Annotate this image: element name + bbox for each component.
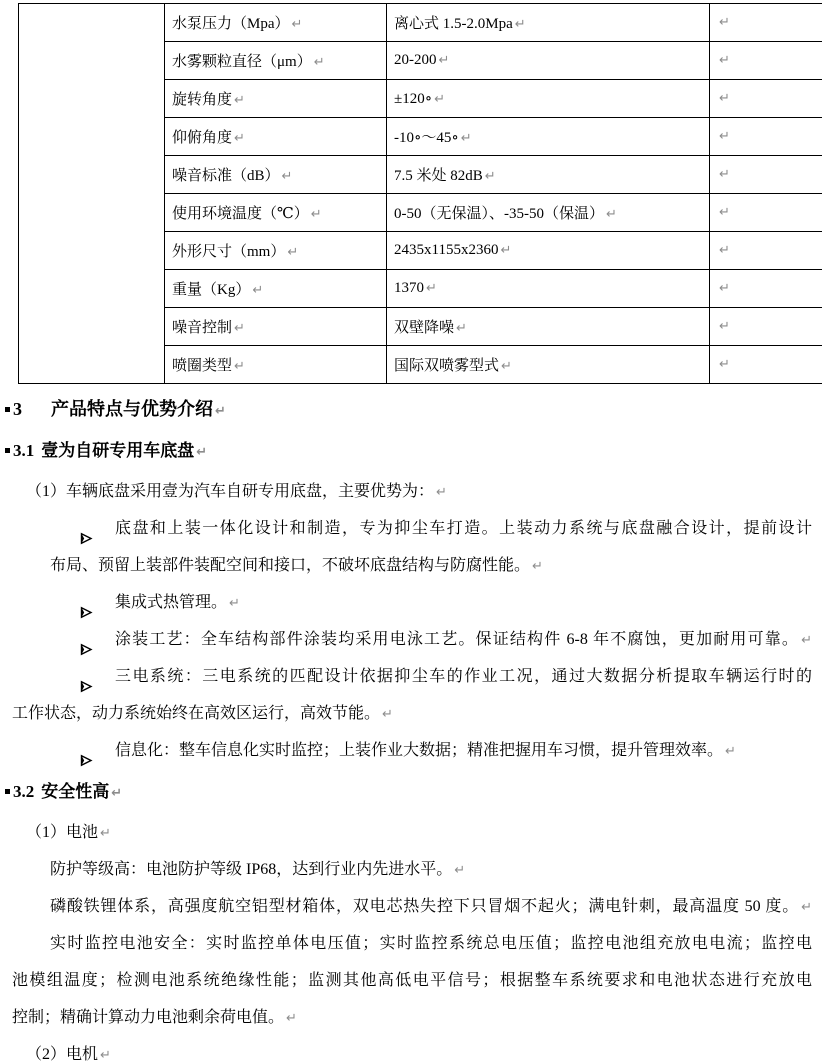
spec-empty-cell [710,42,822,80]
paragraph-mark-icon: ↵ [215,404,226,419]
spec-value-cell [387,4,710,42]
paragraph-text: （2）电机 [26,1046,99,1062]
paragraph-line [50,851,812,888]
paragraph-text: 防护等级高：电池防护等级 IP68，达到行业内先进水平。 [50,861,453,878]
paragraph-mark-icon: ↵ [460,131,472,146]
paragraph-text: 布局、预留上装部件装配空间和接口，不破坏底盘结构与防腐性能。 [50,557,531,574]
spec-label-cell [165,80,387,118]
paragraph-mark-icon: ↵ [438,53,450,68]
paragraph-mark-icon: ↵ [719,53,730,68]
spec-empty-cell [710,156,822,194]
spec-label: 噪音标准（dB） [172,168,280,184]
spec-label: 仰俯角度 [172,130,233,146]
paragraph-mark-icon: ↵ [111,786,123,801]
section-heading [5,391,812,428]
square-bullet-icon [5,448,10,453]
paragraph-mark-icon: ↵ [719,205,730,220]
spec-value: -10∘～45∘ [394,130,459,146]
paragraph-mark-icon: ↵ [436,485,447,500]
paragraph-mark-icon: ↵ [456,321,467,336]
bullet-arrow-icon [80,744,93,757]
spec-label: 水泵压力（Mpa） [172,16,290,32]
paragraph-mark-icon: ↵ [719,129,730,144]
document-body [0,391,822,1062]
bullet-paragraph-line [10,732,812,769]
spec-label-cell [165,232,387,270]
heading-number: 3.1 [13,441,35,460]
bullet-arrow-icon [80,633,93,646]
paragraph-mark-icon: ↵ [434,92,445,107]
section-heading [5,773,812,810]
paragraph-text: 三电系统：三电系统的匹配设计依据抑尘车的作业工况，通过大数据分析提取车辆运行时的 [115,668,812,685]
paragraph-mark-icon: ↵ [313,55,325,70]
paragraph-line [12,962,812,999]
table-merged-empty-cell [19,4,165,384]
paragraph-mark-icon: ↵ [719,243,730,258]
paragraph-line [10,1036,812,1062]
spec-label: 喷圈类型 [172,358,233,374]
paragraph-mark-icon: ↵ [426,281,437,296]
spec-empty-cell [710,118,822,156]
spec-label: 外形尺寸（mm） [172,244,286,260]
paragraph-mark-icon: ↵ [484,169,496,184]
paragraph-mark-icon: ↵ [252,283,264,298]
spec-table [18,3,822,384]
spec-value: 双壁降噪 [394,320,455,336]
paragraph-line [10,473,812,510]
paragraph-line [50,547,812,584]
paragraph-mark-icon: ↵ [234,359,245,374]
bullet-arrow-icon [80,596,93,609]
square-bullet-icon [5,789,10,794]
table-row [19,4,822,42]
bullet-paragraph-line [10,658,812,695]
spec-value: 7.5 米处 82dB [394,168,483,184]
paragraph-mark-icon: ↵ [234,321,245,336]
spec-empty-cell [710,80,822,118]
spec-value-cell [387,194,710,232]
spec-value-cell [387,80,710,118]
paragraph-mark-icon: ↵ [606,207,617,222]
spec-value-cell [387,270,710,308]
paragraph-mark-icon: ↵ [514,17,526,32]
paragraph-mark-icon: ↵ [100,826,111,841]
spec-label-cell [165,156,387,194]
spec-value-cell [387,232,710,270]
spec-empty-cell [710,346,822,384]
spec-table-body [19,4,822,384]
spec-label: 水雾颗粒直径（μm） [172,54,312,70]
spec-empty-cell [710,232,822,270]
heading-title: 壹为自研专用车底盘 [41,441,195,460]
spec-empty-cell [710,270,822,308]
paragraph-text: 涂装工艺：全车结构部件涂装均采用电泳工艺。保证结构件 6-8 年不腐蚀，更加耐用可靠。 [115,631,800,648]
spec-value-cell [387,346,710,384]
bullet-arrow-icon [80,522,93,535]
spec-label-cell [165,194,387,232]
paragraph-mark-icon: ↵ [719,281,730,296]
spec-label: 重量（Kg） [172,282,251,298]
paragraph-text: （1）车辆底盘采用壹为汽车自研专用底盘，主要优势为： [26,483,435,500]
paragraph-line [12,999,812,1036]
paragraph-line [10,814,812,851]
paragraph-text: 池模组温度；检测电池系统绝缘性能；监测其他高低电平信号；根据整车系统要求和电池状态进行充放电 [12,972,812,989]
paragraph-line [50,925,812,962]
spec-label-cell [165,118,387,156]
spec-value: ±120∘ [394,91,433,107]
spec-value-cell [387,308,710,346]
spec-label-cell [165,4,387,42]
paragraph-mark-icon: ↵ [382,707,393,722]
paragraph-mark-icon: ↵ [719,167,730,182]
bullet-arrow-icon [80,670,93,683]
paragraph-mark-icon: ↵ [287,245,299,260]
paragraph-mark-icon: ↵ [286,1011,297,1026]
paragraph-mark-icon: ↵ [719,91,730,106]
heading-title: 产品特点与优势介绍 [51,399,213,419]
spec-label: 噪音控制 [172,320,233,336]
paragraph-mark-icon: ↵ [501,359,512,374]
bullet-paragraph-line [10,584,812,621]
paragraph-text: （1）电池 [26,824,99,841]
spec-value-cell [387,118,710,156]
paragraph-line [50,888,812,925]
spec-value: 20-200 [394,52,437,68]
paragraph-text: 磷酸铁锂体系，高强度航空铝型材箱体，双电芯热失控下只冒烟不起火；满电针刺，最高温度 50 度。 [50,898,800,915]
heading-number: 3.2 [13,782,35,801]
square-bullet-icon [5,407,10,412]
paragraph-text: 工作状态，动力系统始终在高效区运行，高效节能。 [12,705,381,722]
bullet-paragraph-line [10,621,812,658]
paragraph-mark-icon: ↵ [281,169,293,184]
spec-value: 离心式 1.5-2.0Mpa [394,16,513,32]
spec-value: 2435x1155x2360 [394,242,499,258]
paragraph-mark-icon: ↵ [719,15,730,30]
spec-value: 0-50（无保温）、-35-50（保温） [394,206,604,222]
spec-value: 国际双喷雾型式 [394,358,500,374]
heading-number: 3 [13,399,22,419]
spec-label-cell [165,42,387,80]
spec-empty-cell [710,4,822,42]
paragraph-mark-icon: ↵ [234,93,245,108]
paragraph-text: 底盘和上装一体化设计和制造，专为抑尘车打造。上装动力系统与底盘融合设计，提前设计 [115,520,812,537]
paragraph-mark-icon: ↵ [719,319,730,334]
paragraph-text: 实时监控电池安全：实时监控单体电压值；实时监控系统总电压值；监控电池组充放电电流；监控电 [50,935,812,952]
paragraph-mark-icon: ↵ [291,17,303,32]
bullet-paragraph-line [10,510,812,547]
paragraph-mark-icon: ↵ [196,445,208,460]
spec-label-cell [165,346,387,384]
paragraph-text: 集成式热管理。 [115,594,228,611]
paragraph-mark-icon: ↵ [234,131,245,146]
paragraph-mark-icon: ↵ [719,357,730,372]
spec-value-cell [387,42,710,80]
spec-empty-cell [710,308,822,346]
paragraph-mark-icon: ↵ [532,559,543,574]
paragraph-text: 控制；精确计算动力电池剩余荷电值。 [12,1009,285,1026]
spec-label: 旋转角度 [172,92,233,108]
section-heading [5,432,812,469]
paragraph-mark-icon: ↵ [725,744,736,759]
spec-value: 1370 [394,280,424,296]
paragraph-mark-icon: ↵ [100,1048,111,1062]
spec-value-cell [387,156,710,194]
paragraph-line [12,695,812,732]
paragraph-mark-icon: ↵ [801,633,812,648]
paragraph-mark-icon: ↵ [229,596,240,611]
paragraph-mark-icon: ↵ [310,207,322,222]
spec-label-cell [165,270,387,308]
paragraph-mark-icon: ↵ [500,243,512,258]
paragraph-mark-icon: ↵ [801,900,812,915]
heading-title: 安全性高 [41,782,110,801]
spec-empty-cell [710,194,822,232]
spec-label: 使用环境温度（℃） [172,206,309,222]
paragraph-text: 信息化：整车信息化实时监控；上装作业大数据；精准把握用车习惯，提升管理效率。 [115,742,724,759]
spec-label-cell [165,308,387,346]
paragraph-mark-icon: ↵ [454,863,466,878]
